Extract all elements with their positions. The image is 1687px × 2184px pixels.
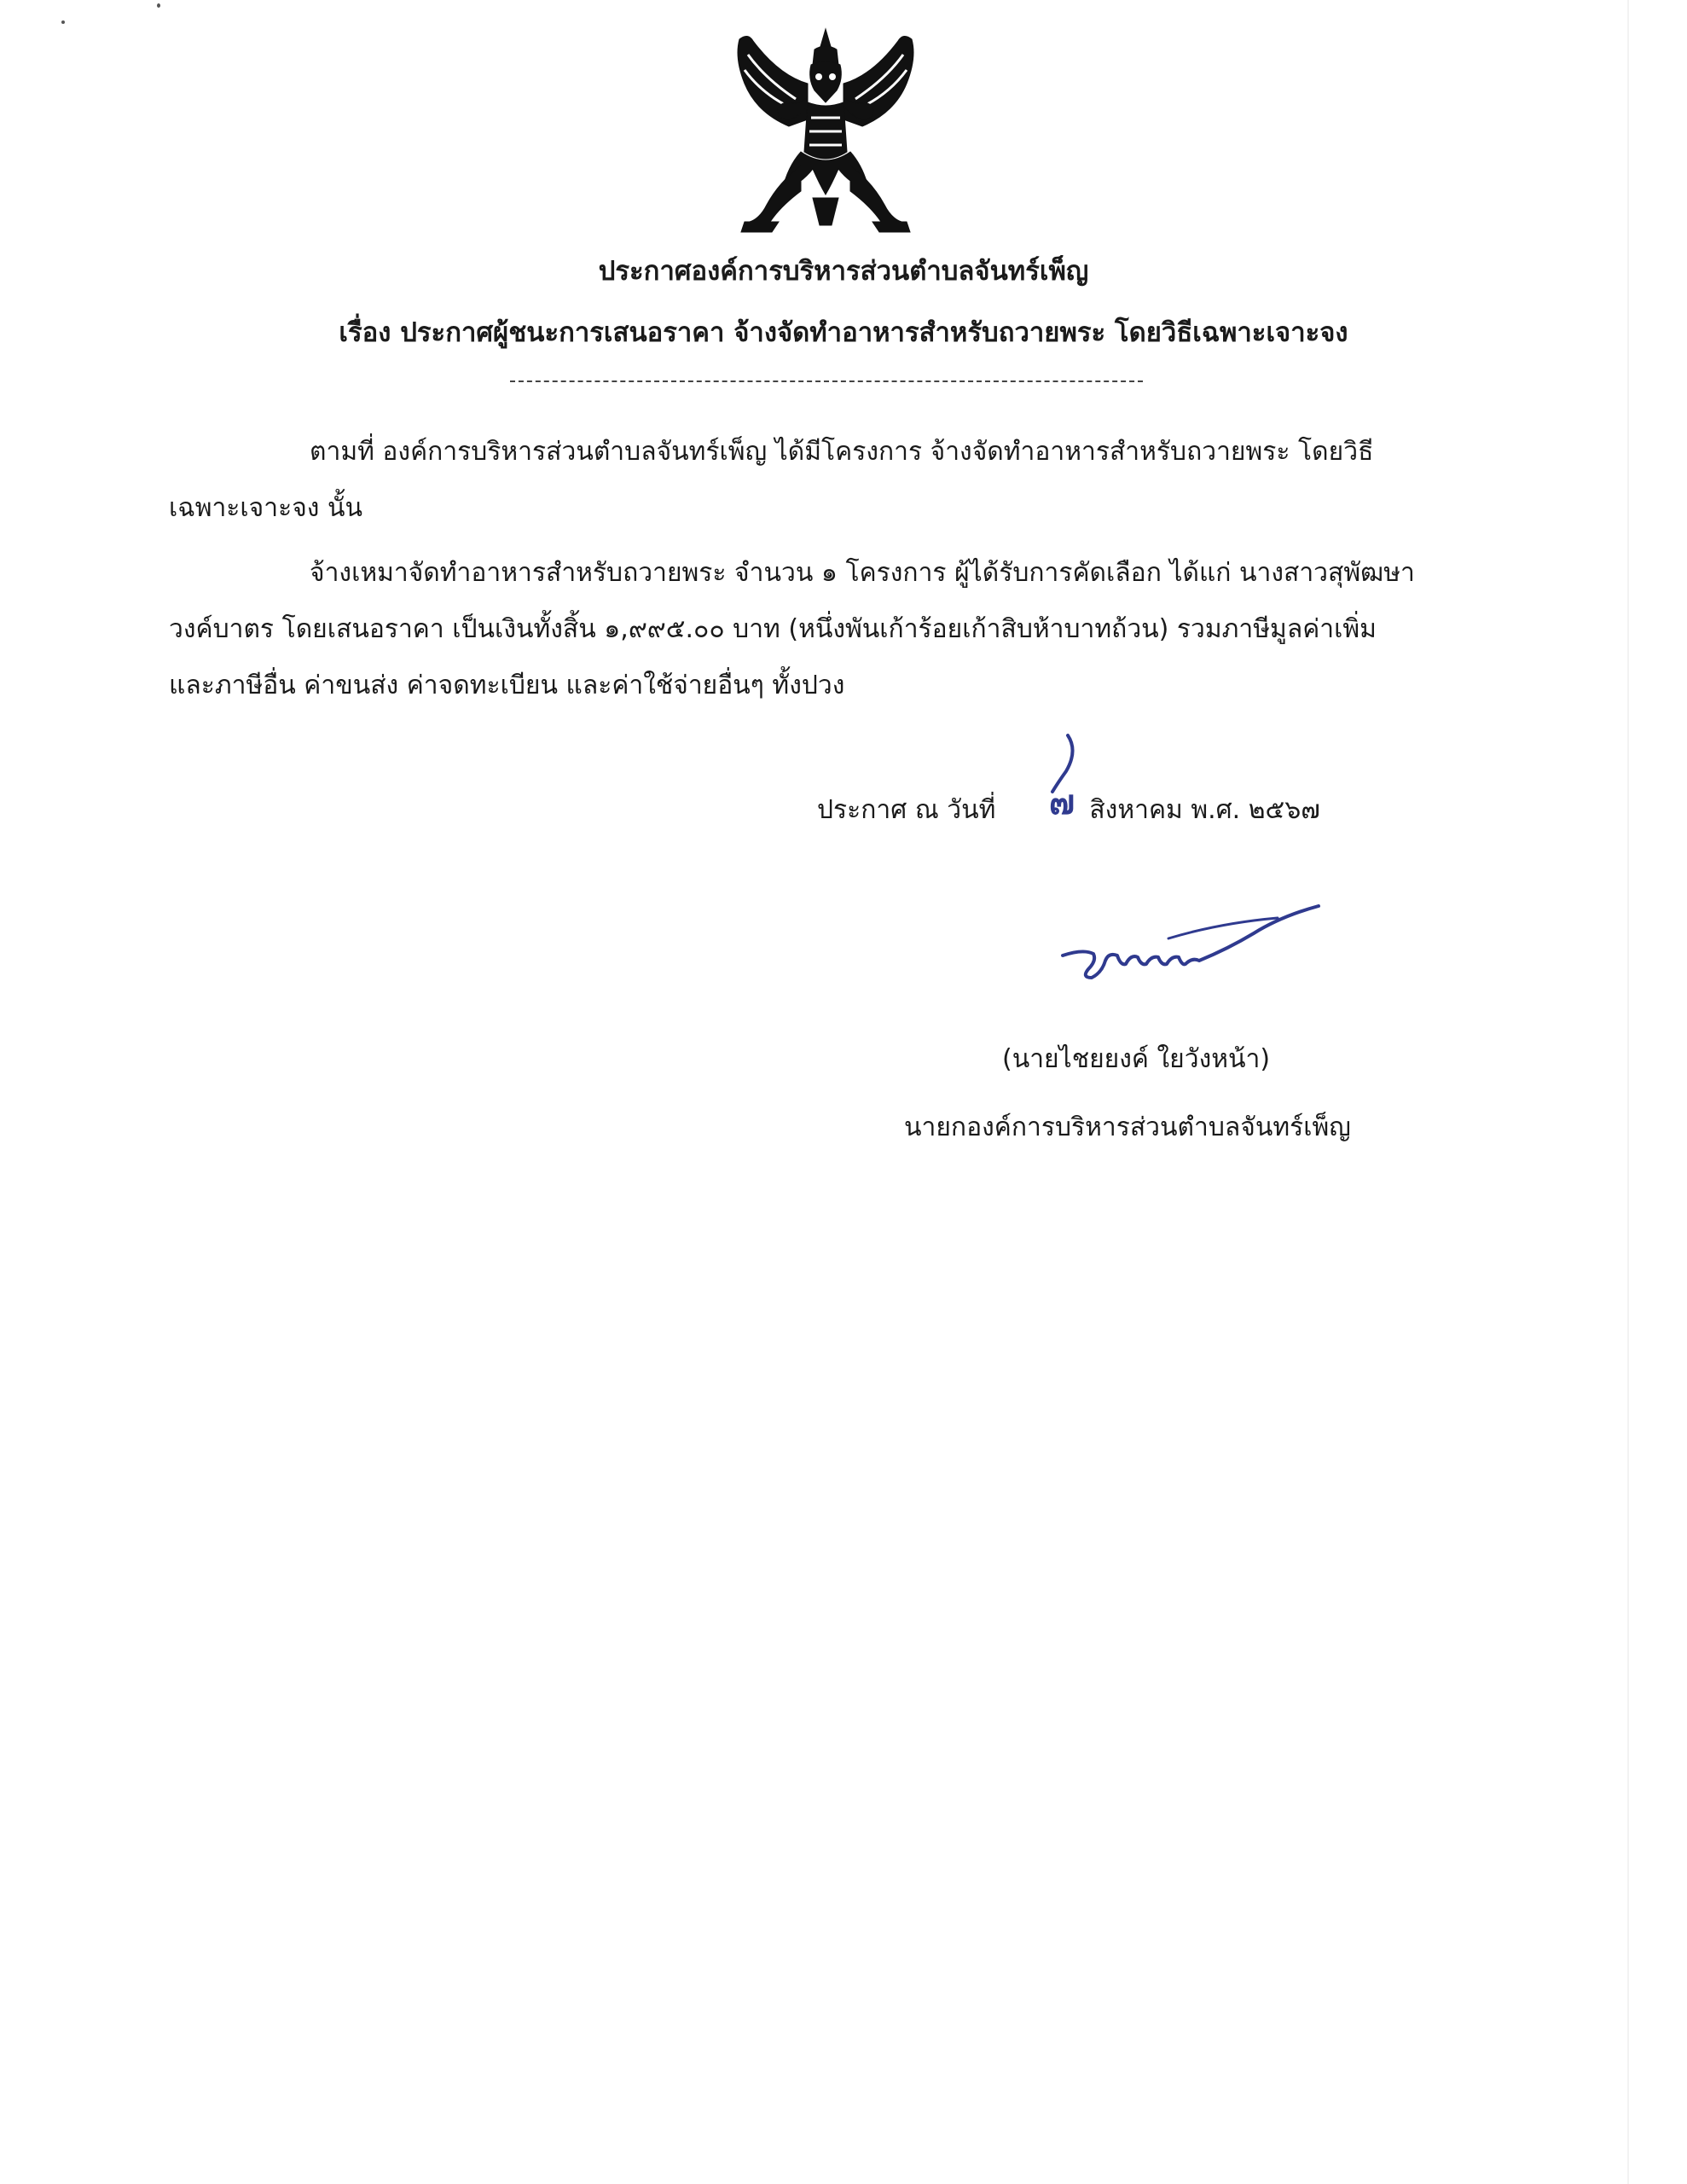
signer-name: (นายไชยยงค์ ใยวังหน้า)	[1002, 1044, 1271, 1074]
paragraph-1-line-1: ตามที่ องค์การบริหารส่วนตำบลจันทร์เพ็ญ ได้มีโครงการ จ้างจัดทำอาหารสำหรับถวายพระ โดยวิธี	[310, 437, 1374, 467]
garuda-emblem-icon	[719, 24, 932, 237]
announcement-subject: เรื่อง ประกาศผู้ชนะการเสนอราคา จ้างจัดทำอาหารสำหรับถวายพระ โดยวิธีเฉพาะเจาะจง	[339, 317, 1348, 348]
scan-speck	[61, 20, 65, 24]
paragraph-2-line-2: วงค์บาตร โดยเสนอราคา เป็นเงินทั้งสิ้น ๑,๙๙๕.๐๐ บาท (หนึ่งพันเก้าร้อยเก้าสิบห้าบาทถ้วน) รวมภาษีมูลค่าเพิ่ม	[169, 614, 1377, 644]
date-day: ๗	[1048, 783, 1075, 822]
signature-scribble	[1058, 904, 1330, 998]
announcement-title: ประกาศองค์การบริหารส่วนตำบลจันทร์เพ็ญ	[598, 256, 1089, 287]
scan-speck	[157, 3, 160, 8]
date-suffix: สิงหาคม พ.ศ. ๒๕๖๗	[1089, 795, 1320, 825]
signer-position: นายกองค์การบริหารส่วนตำบลจันทร์เพ็ญ	[904, 1112, 1351, 1142]
handwritten-day	[1015, 732, 1109, 834]
paragraph-2-line-1: จ้างเหมาจัดทำอาหารสำหรับถวายพระ จำนวน ๑ โครงการ ผู้ได้รับการคัดเลือก ได้แก่ นางสาวสุพัฒษา	[310, 558, 1415, 588]
dashed-divider	[510, 380, 1143, 382]
paragraph-2-line-3: และภาษีอื่น ค่าขนส่ง ค่าจดทะเบียน และค่าใช้จ่ายอื่นๆ ทั้งปวง	[169, 671, 845, 700]
paragraph-1-line-2: เฉพาะเจาะจง นั้น	[169, 493, 362, 523]
date-prefix: ประกาศ ณ วันที่	[817, 795, 996, 825]
